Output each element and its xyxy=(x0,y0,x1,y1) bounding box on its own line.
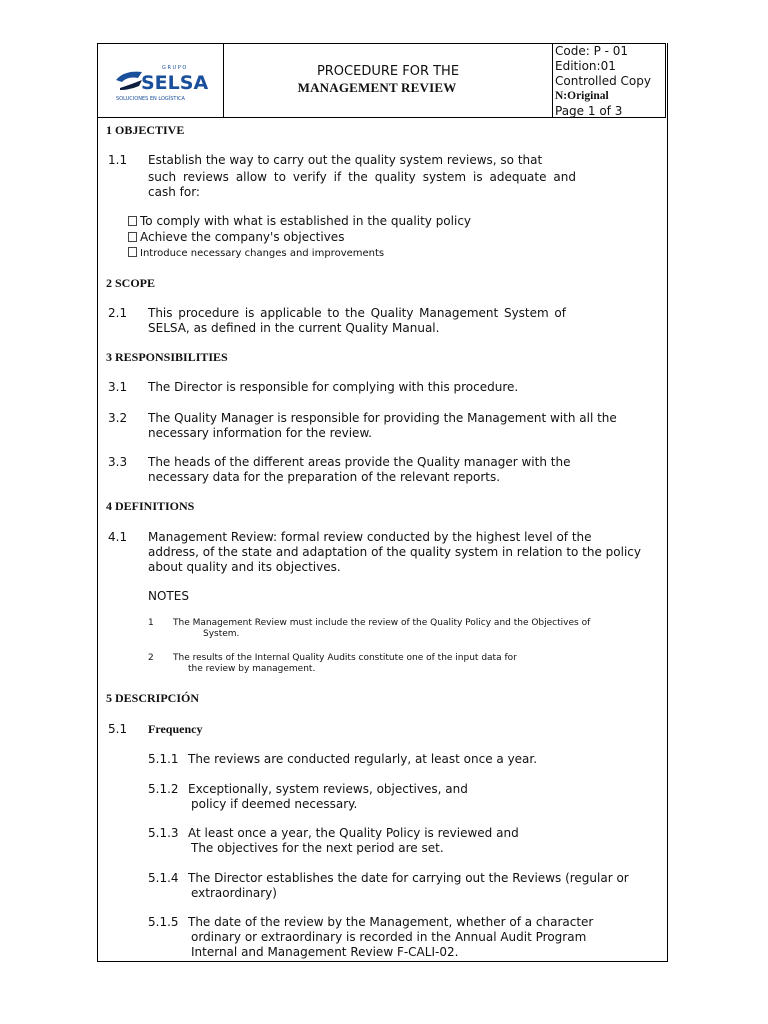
list-item: To comply with what is established in the quality policy xyxy=(128,214,471,229)
note-line: The Management Review must include the review of the Quality Policy and the Objectives of xyxy=(173,618,591,628)
document-header xyxy=(97,43,666,118)
clause-number: 5.1.4 xyxy=(148,871,179,885)
paragraph-line: The Director establishes the date for carrying out the Reviews (regular or xyxy=(188,871,629,885)
note-line: The results of the Internal Quality Audits constitute one of the input data for xyxy=(173,653,517,663)
document-metadata xyxy=(553,44,665,117)
section-heading-definitions: 4 DEFINITIONS xyxy=(106,499,195,513)
note-line: System. xyxy=(203,629,240,639)
paragraph-line: SELSA, as defined in the current Quality Manual. xyxy=(148,321,440,335)
note-line: the review by management. xyxy=(188,664,316,674)
note-number: 2 xyxy=(148,653,154,663)
paragraph-line: Establish the way to carry out the quality system reviews, so that xyxy=(148,153,543,167)
paragraph-line: necessary information for the review. xyxy=(148,426,372,440)
paragraph-line: policy if deemed necessary. xyxy=(191,797,358,811)
logo-grupo-text: G R U P O xyxy=(162,65,187,71)
paragraph-line: extraordinary) xyxy=(191,886,277,900)
clause-number: 5.1.3 xyxy=(148,826,179,840)
clause-number: 2.1 xyxy=(108,306,128,320)
note-number: 1 xyxy=(148,618,154,628)
checkbox-bullet-icon xyxy=(128,216,137,226)
clause-number: 1.1 xyxy=(108,153,128,167)
list-item: Achieve the company's objectives xyxy=(128,230,344,245)
section-heading-scope: 2 SCOPE xyxy=(106,276,156,290)
logo-name-text: SELSA xyxy=(141,72,209,94)
paragraph-line: such reviews allow to verify if the quality system is adequate and xyxy=(148,170,576,184)
clause-number: 5.1 xyxy=(108,722,128,736)
clause-number: 5.1.2 xyxy=(148,782,179,796)
paragraph-line: At least once a year, the Quality Policy is reviewed and xyxy=(188,826,519,840)
paragraph-line: Management Review: formal review conducted by the highest level of the xyxy=(148,530,592,544)
doc-copy-status: Controlled Copy xyxy=(555,74,651,88)
clause-number: 3.3 xyxy=(108,455,128,469)
paragraph-line: The date of the review by the Management, whether of a character xyxy=(188,915,594,929)
paragraph-line: Internal and Management Review F-CALI-02. xyxy=(191,945,459,959)
list-item: Introduce necessary changes and improvements xyxy=(128,246,384,261)
paragraph-line: necessary data for the preparation of the relevant reports. xyxy=(148,470,501,484)
section-heading-responsibilities: 3 RESPONSIBILITIES xyxy=(106,350,228,364)
paragraph-line: cash for: xyxy=(148,185,200,199)
checkbox-bullet-icon xyxy=(128,247,137,257)
paragraph-line: The reviews are conducted regularly, at least once a year. xyxy=(188,752,538,766)
subsection-title-frequency: Frequency xyxy=(148,722,203,736)
paragraph-line: ordinary or extraordinary is recorded in the Annual Audit Program xyxy=(191,930,587,944)
clause-number: 3.2 xyxy=(108,411,128,425)
paragraph-line: Exceptionally, system reviews, objectives, and xyxy=(188,782,468,796)
paragraph-line: about quality and its objectives. xyxy=(148,560,341,574)
clause-number: 3.1 xyxy=(108,380,128,394)
paragraph-line: The heads of the different areas provide the Quality manager with the xyxy=(148,455,571,469)
paragraph-line: This procedure is applicable to the Quality Management System of xyxy=(148,306,566,320)
doc-number: N:Original xyxy=(555,90,609,102)
paragraph-line: address, of the state and adaptation of the quality system in relation to the policy xyxy=(148,545,642,559)
notes-label: NOTES xyxy=(148,589,189,603)
doc-code: Code: P - 01 xyxy=(555,44,629,58)
clause-number: 5.1.5 xyxy=(148,915,179,929)
title-line-2: MANAGEMENT REVIEW xyxy=(297,80,457,95)
doc-page-number: Page 1 of 3 xyxy=(555,104,623,118)
document-title xyxy=(224,44,553,117)
section-heading-description: 5 DESCRIPCIÓN xyxy=(106,691,200,705)
paragraph-line: The Director is responsible for complying with this procedure. xyxy=(148,380,519,394)
paragraph-line: The Quality Manager is responsible for providing the Management with all the xyxy=(148,411,617,425)
selsa-logo-icon xyxy=(98,44,222,117)
doc-edition: Edition:01 xyxy=(555,59,616,73)
company-logo xyxy=(98,44,224,117)
clause-number: 5.1.1 xyxy=(148,752,179,766)
clause-number: 4.1 xyxy=(108,530,128,544)
section-heading-objective: 1 OBJECTIVE xyxy=(106,123,185,137)
logo-tagline-text: SOLUCIONES EN LOGÍSTICA xyxy=(116,96,185,102)
paragraph-line: The objectives for the next period are set. xyxy=(191,841,444,855)
title-line-1: PROCEDURE FOR THE xyxy=(316,64,460,79)
checkbox-bullet-icon xyxy=(128,232,137,242)
